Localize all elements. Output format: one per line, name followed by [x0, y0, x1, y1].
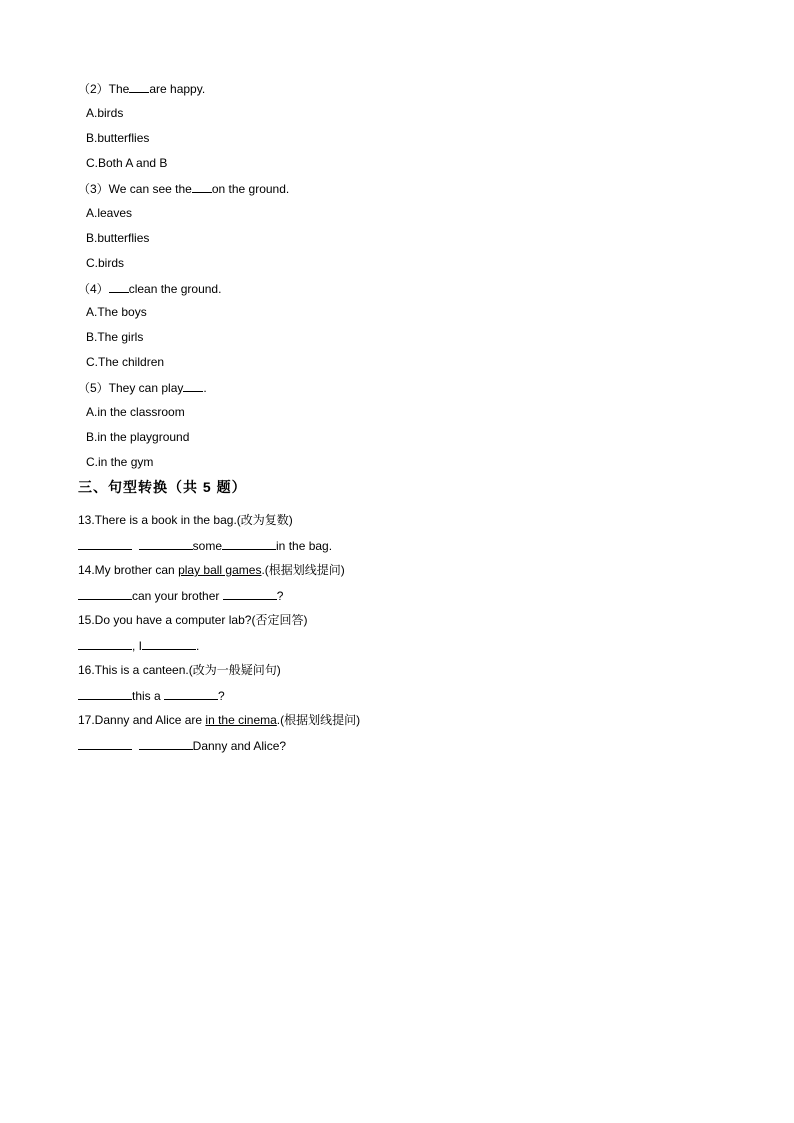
underlined-phrase: play ball games	[178, 563, 262, 577]
question-17-suffix: .(根据划线提问)	[276, 713, 361, 727]
question-4-suffix: clean the ground.	[128, 282, 222, 296]
answer-blank[interactable]	[222, 537, 276, 550]
question-17-prefix: 17.Danny and Alice are	[78, 713, 206, 727]
answer-blank[interactable]	[78, 537, 132, 550]
q4-option-c[interactable]: C.The children	[86, 355, 165, 369]
answer-middle: this a	[132, 689, 165, 703]
answer-word: some	[192, 539, 223, 553]
answer-blank[interactable]	[78, 687, 132, 700]
q5-option-b[interactable]: B.in the playground	[86, 430, 190, 444]
question-3	[78, 180, 289, 197]
answer-blank[interactable]	[139, 737, 193, 750]
answer-blank[interactable]	[78, 587, 132, 600]
question-5	[78, 379, 207, 396]
question-4-prefix: （4）	[78, 282, 109, 296]
question-16: 16.This is a canteen.(改为一般疑问句)	[78, 663, 281, 677]
answer-blank[interactable]	[223, 587, 277, 600]
answer-blank[interactable]	[78, 637, 132, 650]
q3-option-b[interactable]: B.butterflies	[86, 231, 150, 245]
answer-ending: Danny and Alice?	[192, 739, 287, 753]
question-14-suffix: .(根据划线提问)	[261, 563, 345, 577]
question-2	[78, 80, 205, 97]
answer-ending: ?	[218, 689, 225, 703]
question-15: 15.Do you have a computer lab?(否定回答)	[78, 613, 308, 627]
question-2-suffix: are happy.	[149, 82, 206, 96]
question-17-answer	[78, 737, 286, 754]
answer-ending: .	[196, 639, 200, 653]
question-3-prefix: （3）We can see the	[78, 182, 192, 196]
question-3-suffix: on the ground.	[211, 182, 290, 196]
answer-blank[interactable]	[129, 80, 149, 93]
underlined-phrase: in the cinema	[205, 713, 277, 727]
question-2-prefix: （2）The	[78, 82, 130, 96]
q4-option-a[interactable]: A.The boys	[86, 305, 147, 319]
answer-blank[interactable]	[164, 687, 218, 700]
q2-option-c[interactable]: C.Both A and B	[86, 156, 168, 170]
question-4	[78, 280, 221, 297]
question-13-answer	[78, 537, 332, 554]
answer-blank[interactable]	[192, 180, 212, 193]
q3-option-c[interactable]: C.birds	[86, 256, 125, 270]
answer-blank[interactable]	[142, 637, 196, 650]
question-16-answer	[78, 687, 225, 704]
question-15-answer	[78, 637, 199, 654]
q2-option-a[interactable]: A.birds	[86, 106, 124, 120]
answer-blank[interactable]	[183, 379, 203, 392]
question-14-prefix: 14.My brother can	[78, 563, 179, 577]
section-heading: 三、句型转换（共 5 题）	[78, 479, 247, 495]
q2-option-b[interactable]: B.butterflies	[86, 131, 150, 145]
answer-middle: can your brother	[132, 589, 223, 603]
question-14-answer	[78, 587, 283, 604]
q5-option-c[interactable]: C.in the gym	[86, 455, 154, 469]
q4-option-b[interactable]: B.The girls	[86, 330, 144, 344]
answer-blank[interactable]	[139, 537, 193, 550]
answer-ending: in the bag.	[276, 539, 333, 553]
question-14	[78, 562, 345, 578]
q5-option-a[interactable]: A.in the classroom	[86, 405, 185, 419]
answer-middle: , I	[132, 639, 143, 653]
answer-blank[interactable]	[78, 737, 132, 750]
answer-blank[interactable]	[109, 280, 129, 293]
question-5-suffix: .	[203, 381, 207, 395]
question-5-prefix: （5）They can play	[78, 381, 184, 395]
question-17	[78, 712, 360, 728]
q3-option-a[interactable]: A.leaves	[86, 206, 133, 220]
question-13: 13.There is a book in the bag.(改为复数)	[78, 513, 293, 527]
answer-ending: ?	[276, 589, 284, 603]
